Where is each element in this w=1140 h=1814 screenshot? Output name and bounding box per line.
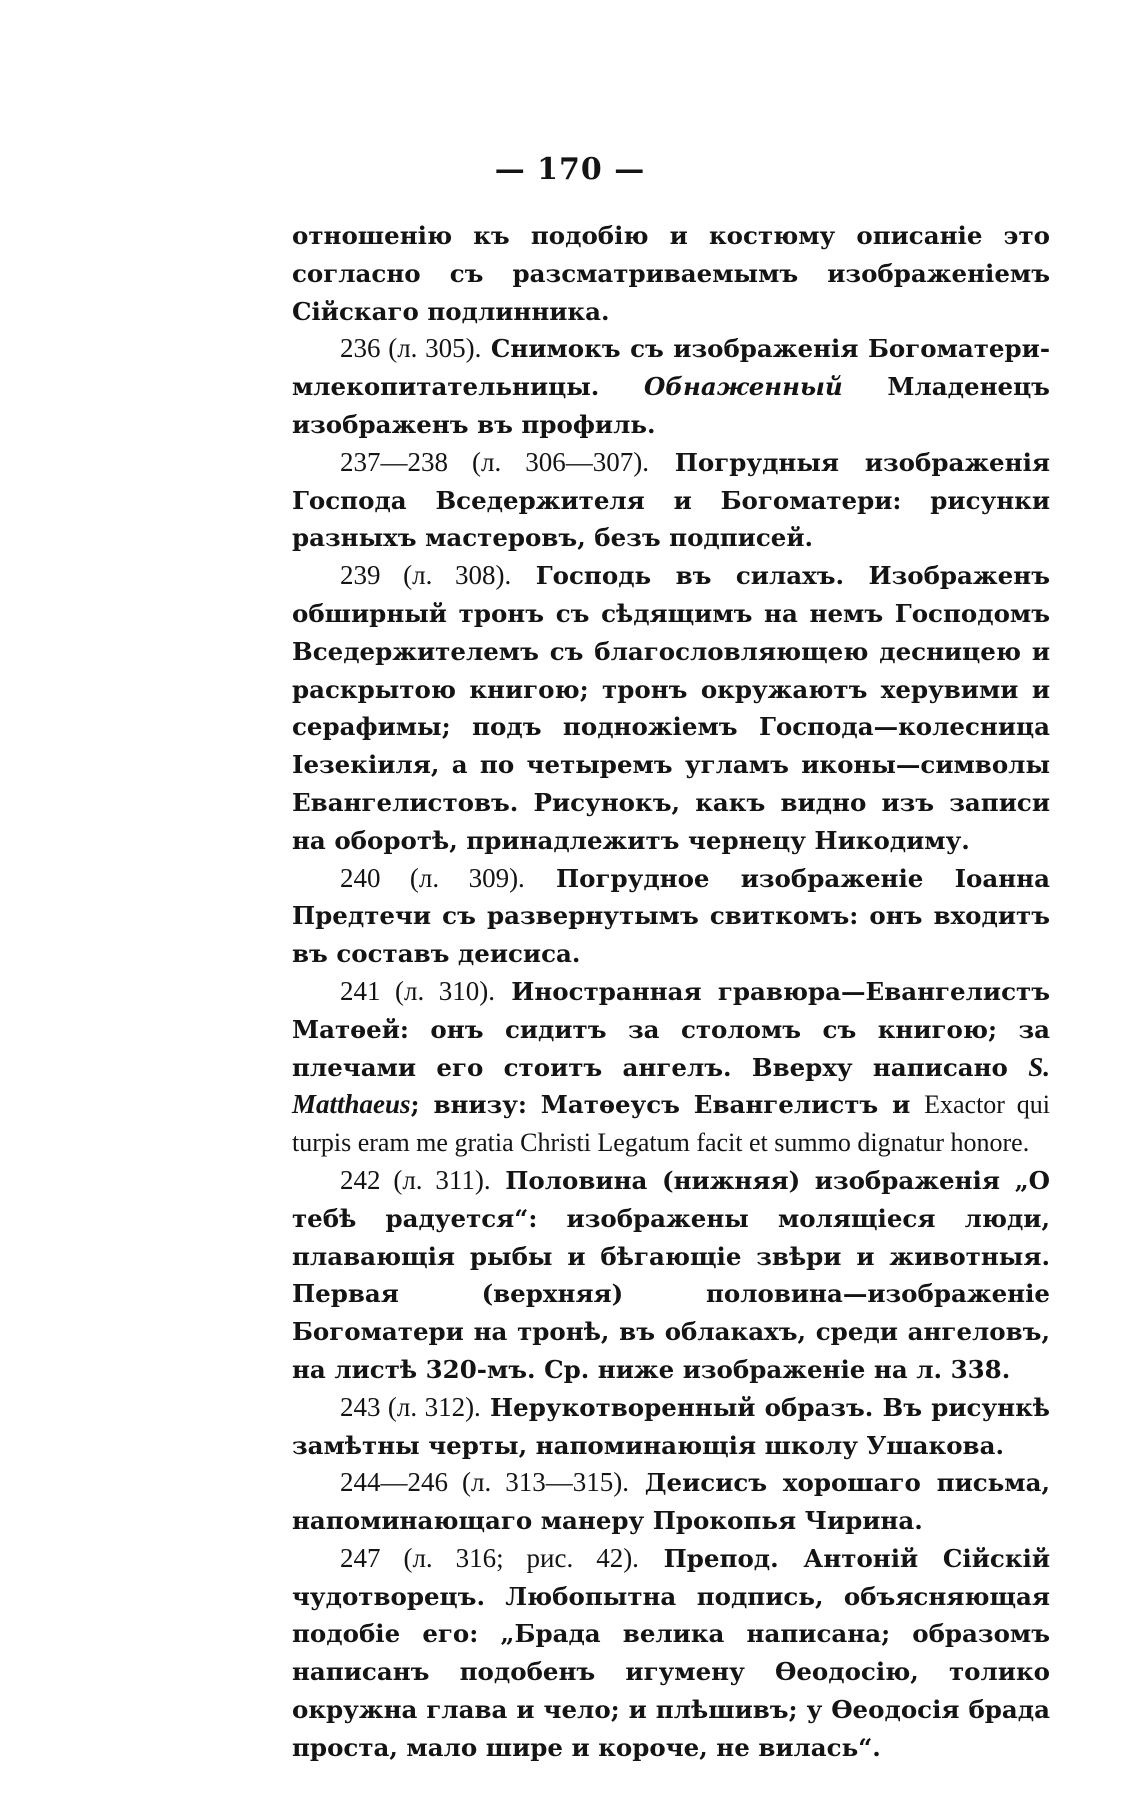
paragraph-entry-237 — [292, 444, 1050, 557]
paragraph-text: Снимокъ съ изображенія Богоматери-млекопитательницы. — [292, 334, 1050, 402]
paragraph-entry-243 — [292, 1389, 1050, 1465]
entry-number: 241 (л. 310). — [340, 975, 495, 1006]
entry-number: 236 (л. 305). — [340, 333, 482, 364]
entry-number: 244—246 (л. 313—315). — [340, 1467, 629, 1498]
latin-italic-title: S. Matthaeus — [292, 1051, 1050, 1120]
paragraph-entry-241 — [292, 973, 1050, 1162]
latin-inscription: Exactor qui turpis eram me gratia Christi Legatum facit et summo dignatur honore. — [292, 1090, 1050, 1158]
entry-number: 240 (л. 309). — [340, 862, 525, 893]
entry-number: 243 (л. 312). — [340, 1391, 481, 1422]
paragraph-text: Препод. Антоній Сійскій чудотворецъ. Любопытна подпись, объясняющая подобіе его: „Брада велика написана; образомъ написанъ подобенъ игумену Ѳеодосію, толико окружна глава и чело; и плѣшивъ; у Ѳеодосія брада проста, мало шире и короче, не вилась“. — [292, 1543, 1050, 1762]
paragraph-entry-236 — [292, 330, 1050, 443]
paragraph-text: Младенецъ изображенъ въ профиль. — [292, 372, 1050, 439]
paragraph-text: отношенію къ подобію и костюму описаніе это согласно съ разсматриваемымъ изображеніемъ Сійскаго подлинника. — [292, 221, 1050, 326]
paragraph-entry-247 — [292, 1540, 1050, 1767]
italic-word: Обнаженный — [643, 372, 843, 402]
entry-number: 247 (л. 316; рис. 42). — [340, 1542, 639, 1573]
paragraph-text: Половина (нижняя) изображенія „О тебѣ радуется“: изображены молящіеся люди, плавающія рыбы и бѣгающіе звѣри и животныя. Первая (верхняя) половина—изображеніе Богоматери на тронѣ, въ облакахъ, среди ангеловъ, на листѣ 320-мъ. Ср. ниже изображеніе на л. 338. — [292, 1165, 1050, 1384]
entry-number: 242 (л. 311). — [340, 1164, 491, 1195]
paragraph-text: ; внизу: Матѳеусъ Евангелистъ и — [410, 1090, 925, 1120]
paragraph-entry-240 — [292, 860, 1050, 973]
paragraph-entry-242 — [292, 1162, 1050, 1389]
entry-number: 237—238 (л. 306—307). — [340, 446, 649, 477]
paragraph-text: Погрудное изображеніе Іоанна Предтечи съ развернутымъ свиткомъ: онъ входитъ въ составъ деисиса. — [292, 863, 1050, 969]
paragraph-text: Деисисъ хорошаго письма, напоминающаго манеру Прокопья Чирина. — [292, 1468, 1050, 1536]
entry-number: 239 (л. 308). — [340, 560, 512, 591]
page-number: — 170 — — [494, 152, 646, 187]
paragraph-text: Погрудныя изображенія Господа Вседержителя и Богоматери: рисунки разныхъ мастеровъ, безъ подписей. — [292, 447, 1050, 553]
paragraph-text: Господь въ силахъ. Изображенъ обширный тронъ съ сѣдящимъ на немъ Господомъ Вседержителемъ съ благословляющею десницею и раскрытою книгою; тронъ окружаютъ херувими и серафимы; подъ подножіемъ Господа—колесница Іезекіиля, а по четыремъ угламъ иконы—символы Евангелистовъ. Рисунокъ, какъ видно изъ записи на оборотѣ, принадлежитъ чернецу Никодиму. — [292, 561, 1050, 855]
body-text — [292, 217, 1050, 1767]
paragraph-text: Нерукотворенный образъ. Въ рисункѣ замѣтны черты, напоминающія школу Ушакова. — [292, 1392, 1050, 1460]
paragraph-continuation — [292, 217, 1050, 330]
paragraph-text: Иностранная гравюра—Евангелистъ Матѳей: онъ сидитъ за столомъ съ книгою; за плечами его стоитъ ангелъ. Вверху написано — [292, 976, 1050, 1082]
paragraph-entry-244 — [292, 1464, 1050, 1540]
paragraph-entry-239 — [292, 557, 1050, 859]
